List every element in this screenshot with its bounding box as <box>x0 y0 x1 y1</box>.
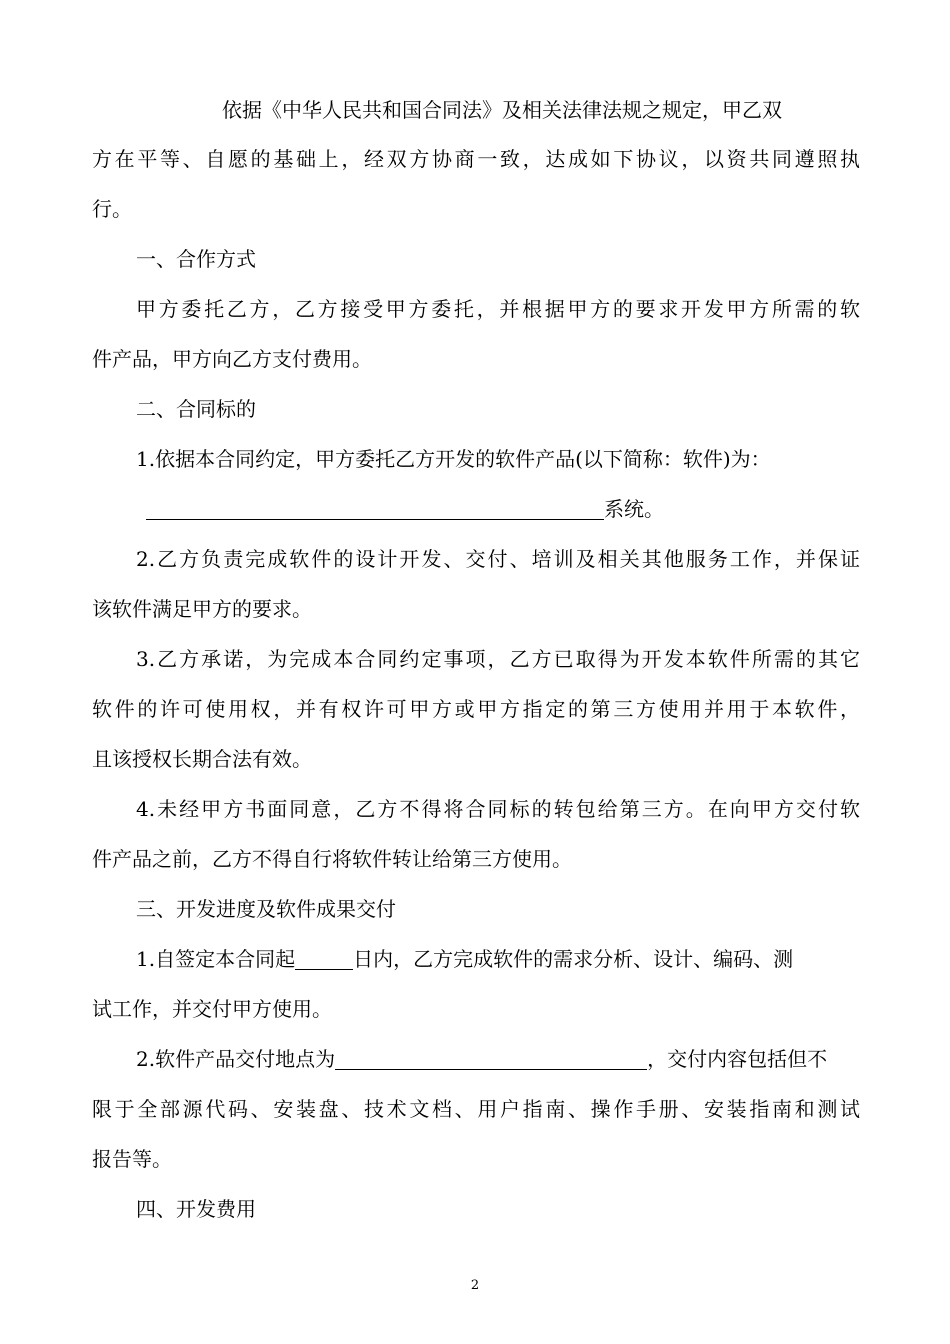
section-2-item-1-line-2 <box>146 496 860 522</box>
section-2-item-3-line-1: 3.乙方承诺，为完成本合同约定事项，乙方已取得为开发本软件所需的其它 <box>136 647 860 671</box>
intro-line-3: 行。 <box>92 197 132 221</box>
section-1-para-line-1: 甲方委托乙方，乙方接受甲方委托，并根据甲方的要求开发甲方所需的软 <box>136 297 860 321</box>
section-2-item-4-line-2: 件产品之前，乙方不得自行将软件转让给第三方使用。 <box>92 847 572 871</box>
days-blank[interactable] <box>295 949 353 970</box>
page-number: 2 <box>470 1278 480 1293</box>
section-3-item-1-line-1 <box>136 946 860 972</box>
days-rest: 日内，乙方完成软件的需求分析、设计、编码、测 <box>353 947 794 971</box>
section-2-item-4-line-1: 4.未经甲方书面同意，乙方不得将合同标的转包给第三方。在向甲方交付软 <box>136 797 860 821</box>
section-3-item-1-line-2: 试工作，并交付甲方使用。 <box>92 997 332 1021</box>
section-2-heading: 二、合同标的 <box>136 397 256 421</box>
section-1-heading: 一、合作方式 <box>136 247 256 271</box>
section-3-item-2-line-2: 限于全部源代码、安装盘、技术文档、用户指南、操作手册、安装指南和测试 <box>92 1097 860 1121</box>
system-suffix: 系统。 <box>604 497 664 521</box>
intro-line-2: 方在平等、自愿的基础上，经双方协商一致，达成如下协议，以资共同遵照执 <box>92 147 860 171</box>
location-prefix: 2.软件产品交付地点为 <box>136 1047 336 1071</box>
intro-line-1: 依据《中华人民共和国合同法》及相关法律法规之规定，甲乙双 <box>222 98 782 122</box>
section-2-item-2-line-2: 该软件满足甲方的要求。 <box>92 597 312 621</box>
section-4-heading: 四、开发费用 <box>136 1197 256 1221</box>
days-prefix: 1.自签定本合同起 <box>136 947 296 971</box>
delivery-location-blank[interactable] <box>335 1049 647 1070</box>
section-3-item-2-line-1 <box>136 1046 860 1072</box>
section-3-item-2-line-3: 报告等。 <box>92 1147 172 1171</box>
location-rest: ，交付内容包括但不 <box>647 1047 828 1071</box>
software-name-blank[interactable] <box>146 499 604 520</box>
section-3-heading: 三、开发进度及软件成果交付 <box>136 897 396 921</box>
section-1-para-line-2: 件产品，甲方向乙方支付费用。 <box>92 347 372 371</box>
section-2-item-2-line-1: 2.乙方负责完成软件的设计开发、交付、培训及相关其他服务工作，并保证 <box>136 547 860 571</box>
section-2-item-3-line-3: 且该授权长期合法有效。 <box>92 747 312 771</box>
section-2-item-3-line-2: 软件的许可使用权，并有权许可甲方或甲方指定的第三方使用并用于本软件， <box>92 697 860 721</box>
section-2-item-1-line-1: 1.依据本合同约定，甲方委托乙方开发的软件产品(以下简称：软件)为： <box>136 447 771 471</box>
